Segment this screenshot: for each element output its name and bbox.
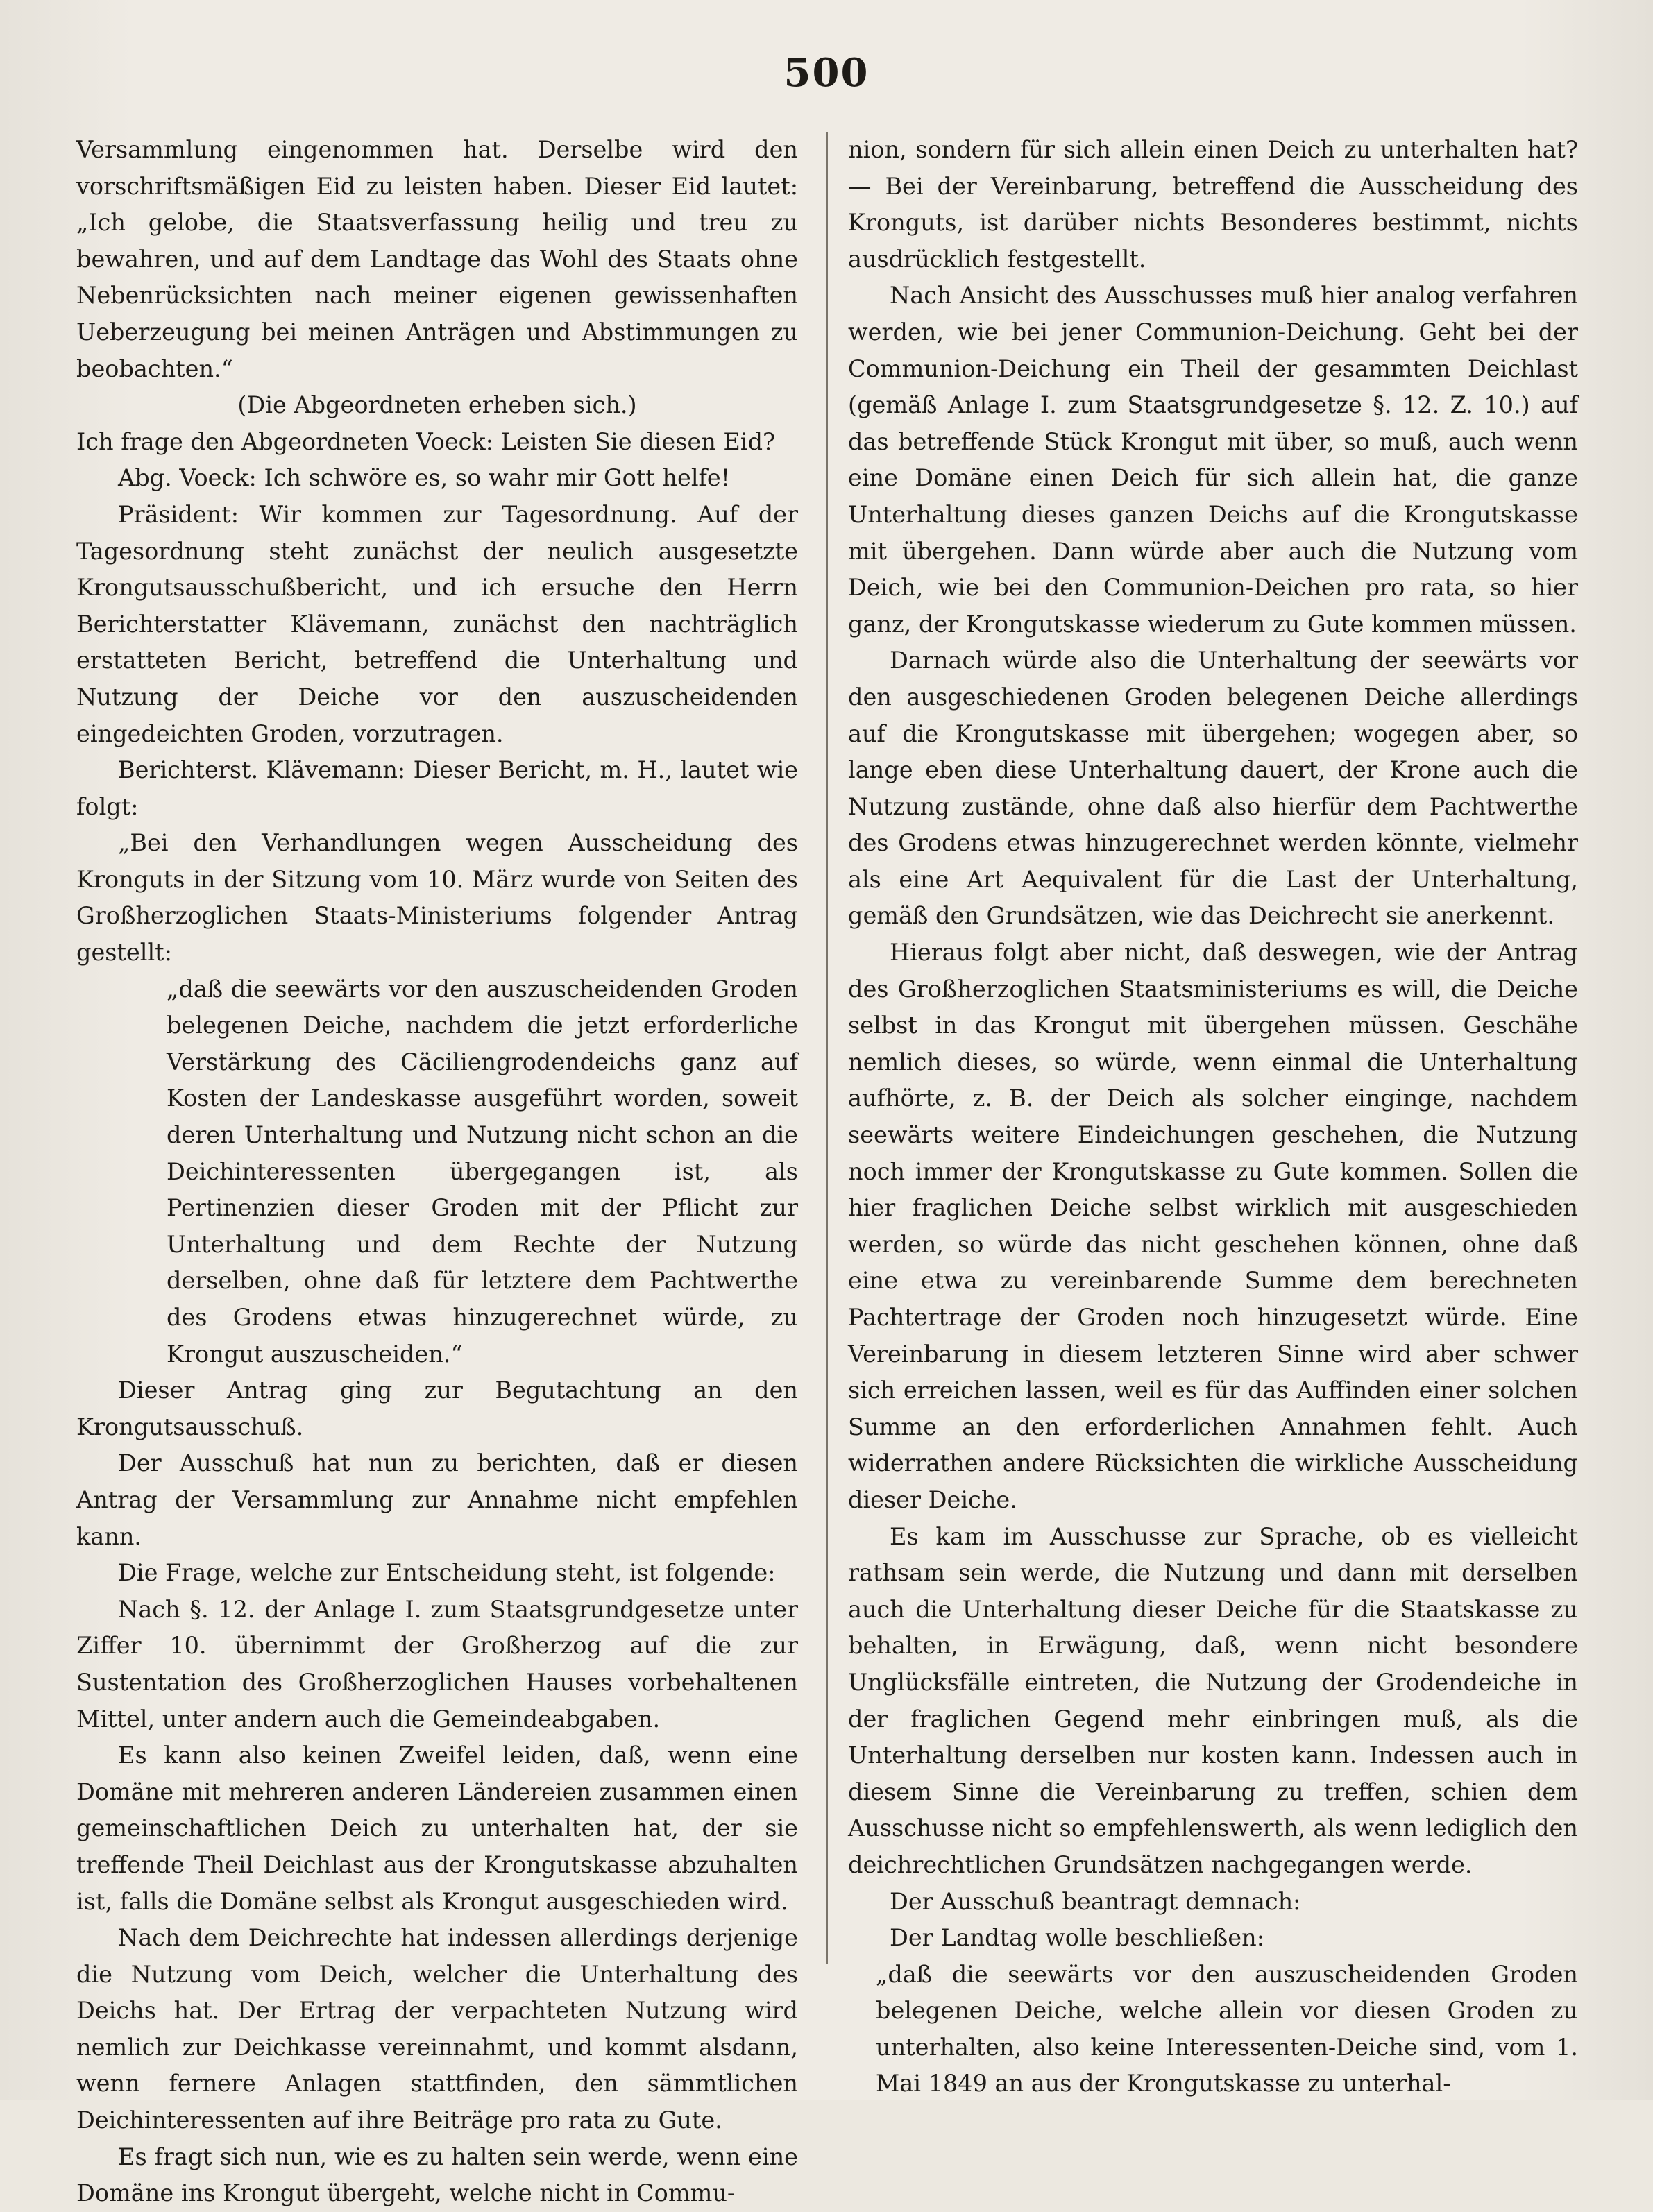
paragraph: Es fragt sich nun, wie es zu halten sein werde, wenn eine Domäne ins Krongut übergeht, welche nicht in Commu- bbox=[76, 2143, 798, 2207]
paragraph: Versammlung eingenommen hat. Derselbe wird den vorschriftsmäßigen Eid zu leisten haben. Dieser Eid lautet: „Ich gelobe, die Staatsverfassung heilig und treu zu bewahren, und auf dem Landtage das Wohl des Staats ohne Nebenrücksichten nach meiner eigenen gewissenhaften Ueberzeugung bei meinen Anträgen und Abstimmungen zu beobachten.“ bbox=[76, 136, 798, 382]
paragraph: Präsident: Wir kommen zur Tagesordnung. Auf der Tagesordnung steht zunächst der neulich ausgesetzte Krongutsausschußbericht, und ich ersuche den Herrn Berichterstatter Klävemann, zunächst den nachträglich erstatteten Bericht, betreffend die Unterhaltung und Nutzung der Deiche vor den auszuscheidenden eingedeichten Groden, vorzutragen. bbox=[76, 500, 798, 747]
paragraph: Darnach würde also die Unterhaltung der seewärts vor den ausgeschiedenen Groden belegenen Deiche allerdings auf die Krongutskasse mit übergehen; wogegen aber, so lange eben diese Unterhaltung dauert, der Krone auch die Nutzung zustände, ohne daß also hierfür dem Pachtwerthe des Grodens etwas hinzugerechnet werden könnte, vielmehr als eine Art Aequivalent für die Last der Unterhaltung, gemäß den Grundsätzen, wie das Deichrecht sie anerkennt. bbox=[848, 647, 1578, 930]
paragraph: Nach dem Deichrechte hat indessen allerdings derjenige die Nutzung vom Deich, welcher die Unterhaltung des Deichs hat. Der Ertrag der verpachteten Nutzung wird nemlich zur Deichkasse vereinnahmt, und kommt alsdann, wenn fernere Anlagen stattfinden, den sämmtlichen Deichinteressenten auf ihre Beiträge pro rata zu Gute. bbox=[76, 1924, 798, 2134]
paragraph: Nach §. 12. der Anlage I. zum Staatsgrundgesetze unter Ziffer 10. übernimmt der Großherzog auf die zur Sustentation des Großherzoglichen Hauses vorbehaltenen Mittel, unter andern auch die Gemeindeabgaben. bbox=[76, 1595, 798, 1733]
paragraph: Es kann also keinen Zweifel leiden, daß, wenn eine Domäne mit mehreren anderen Ländereien zusammen einen gemeinschaftlichen Deich zu unterhalten hat, der sie treffende Theil Deichlast aus der Krongutskasse abzuhalten ist, falls die Domäne selbst als Krongut ausgeschieden wird. bbox=[76, 1742, 798, 1915]
paragraph: Dieser Antrag ging zur Begutachtung an den Krongutsausschuß. bbox=[76, 1377, 798, 1440]
paragraph: Hieraus folgt aber nicht, daß deswegen, wie der Antrag des Großherzoglichen Staatsministeriums es will, die Deiche selbst in das Krongut mit übergehen müssen. Geschähe nemlich dieses, so würde, wenn einmal die Unterhaltung aufhörte, z. B. der Deich als solcher einginge, nachdem seewärts weitere Eindeichungen geschehen, die Nutzung noch immer der Krongutskasse zu Gute kommen. Sollen die hier fraglichen Deiche selbst wirklich mit ausgeschieden werden, so würde das nicht geschehen können, ohne daß eine etwa zu vereinbarende Summe dem berechneten Pachtertrage der Groden noch hinzugesetzt würde. Eine Vereinbarung in diesem letzteren Sinne wird aber schwer sich erreichen lassen, weil es für das Auffinden einer solchen Summe an den erforderlichen Annahmen fehlt. Auch widerrathen andere Rücksichten die wirkliche Ausscheidung dieser Deiche. bbox=[848, 939, 1578, 1513]
stage-direction: (Die Abgeordneten erheben sich.) bbox=[237, 391, 637, 419]
left-column bbox=[76, 132, 798, 2212]
paragraph: Abg. Voeck: Ich schwöre es, so wahr mir Gott helfe! bbox=[118, 464, 731, 492]
column-divider bbox=[826, 132, 828, 1964]
paragraph: Es kam im Ausschusse zur Sprache, ob es vielleicht rathsam sein werde, die Nutzung und dann mit derselben auch die Unterhaltung dieser Deiche für die Staatskasse zu behalten, in Erwägung, daß, wenn nicht besondere Unglücksfälle eintreten, die Nutzung der Grodendeiche in der fraglichen Gegend mehr einbringen muß, als die Unterhaltung derselben nur kosten kann. Indessen auch in diesem Sinne die Vereinbarung zu treffen, schien dem Ausschusse nicht so empfehlenswerth, als wenn lediglich den deichrechtlichen Grundsätzen nachgegangen werde. bbox=[848, 1522, 1578, 1878]
quoted-motion: „daß die seewärts vor den auszuscheidenden Groden belegenen Deiche, nachdem die jetzt erforderliche Verstärkung des Cäciliengrodendeichs ganz auf Kosten der Landeskasse ausgeführt worden, soweit deren Unterhaltung und Nutzung nicht schon an die Deichinteressenten übergegangen ist, als Pertinenzien dieser Groden mit der Pflicht zur Unterhaltung und dem Rechte der Nutzung derselben, ohne daß für letztere dem Pachtwerthe des Grodens etwas hinzugerechnet würde, zu Krongut auszuscheiden.“ bbox=[167, 975, 798, 1368]
paragraph: Nach Ansicht des Ausschusses muß hier analog verfahren werden, wie bei jener Communion-Deichung. Geht bei der Communion-Deichung ein Theil der gesammten Deichlast (gemäß Anlage I. zum Staatsgrundgesetze §. 12. Z. 10.) auf das betreffende Stück Krongut mit über, so muß, auch wenn eine Domäne einen Deich für sich allein hat, die ganze Unterhaltung dieses ganzen Deichs auf die Krongutskasse mit übergehen. Dann würde aber auch die Nutzung vom Deich, wie bei den Communion-Deichen pro rata, so hier ganz, der Krongutskasse wiederum zu Gute kommen müssen. bbox=[848, 282, 1578, 638]
paragraph: Der Landtag wolle beschließen: bbox=[890, 1924, 1264, 1952]
right-column bbox=[848, 132, 1578, 2102]
paragraph: Der Ausschuß beantragt demnach: bbox=[890, 1887, 1301, 1915]
paragraph: nion, sondern für sich allein einen Deich zu unterhalten hat? — Bei der Vereinbarung, betreffend die Ausscheidung des Kronguts, ist darüber nichts Besonderes bestimmt, nichts ausdrücklich festgestellt. bbox=[848, 136, 1578, 273]
paragraph: Berichterst. Klävemann: Dieser Bericht, m. H., lautet wie folgt: bbox=[76, 756, 798, 820]
paragraph: „Bei den Verhandlungen wegen Ausscheidung des Kronguts in der Sitzung vom 10. März wurde von Seiten des Großherzoglichen Staats-Ministeriums folgender Antrag gestellt: bbox=[76, 829, 798, 967]
page-number: 500 bbox=[783, 50, 870, 96]
paragraph: Ich frage den Abgeordneten Voeck: Leisten Sie diesen Eid? bbox=[76, 427, 775, 455]
paragraph: Der Ausschuß hat nun zu berichten, daß er diesen Antrag der Versammlung zur Annahme nicht empfehlen kann. bbox=[76, 1449, 798, 1550]
quoted-motion: „daß die seewärts vor den auszuscheidenden Groden belegenen Deiche, welche allein vor diesen Groden zu unterhalten, also keine Interessenten-Deiche sind, vom 1. Mai 1849 an aus der Krongutskasse zu unterhal- bbox=[876, 1960, 1578, 2098]
paragraph: Die Frage, welche zur Entscheidung steht, ist folgende: bbox=[118, 1559, 776, 1587]
